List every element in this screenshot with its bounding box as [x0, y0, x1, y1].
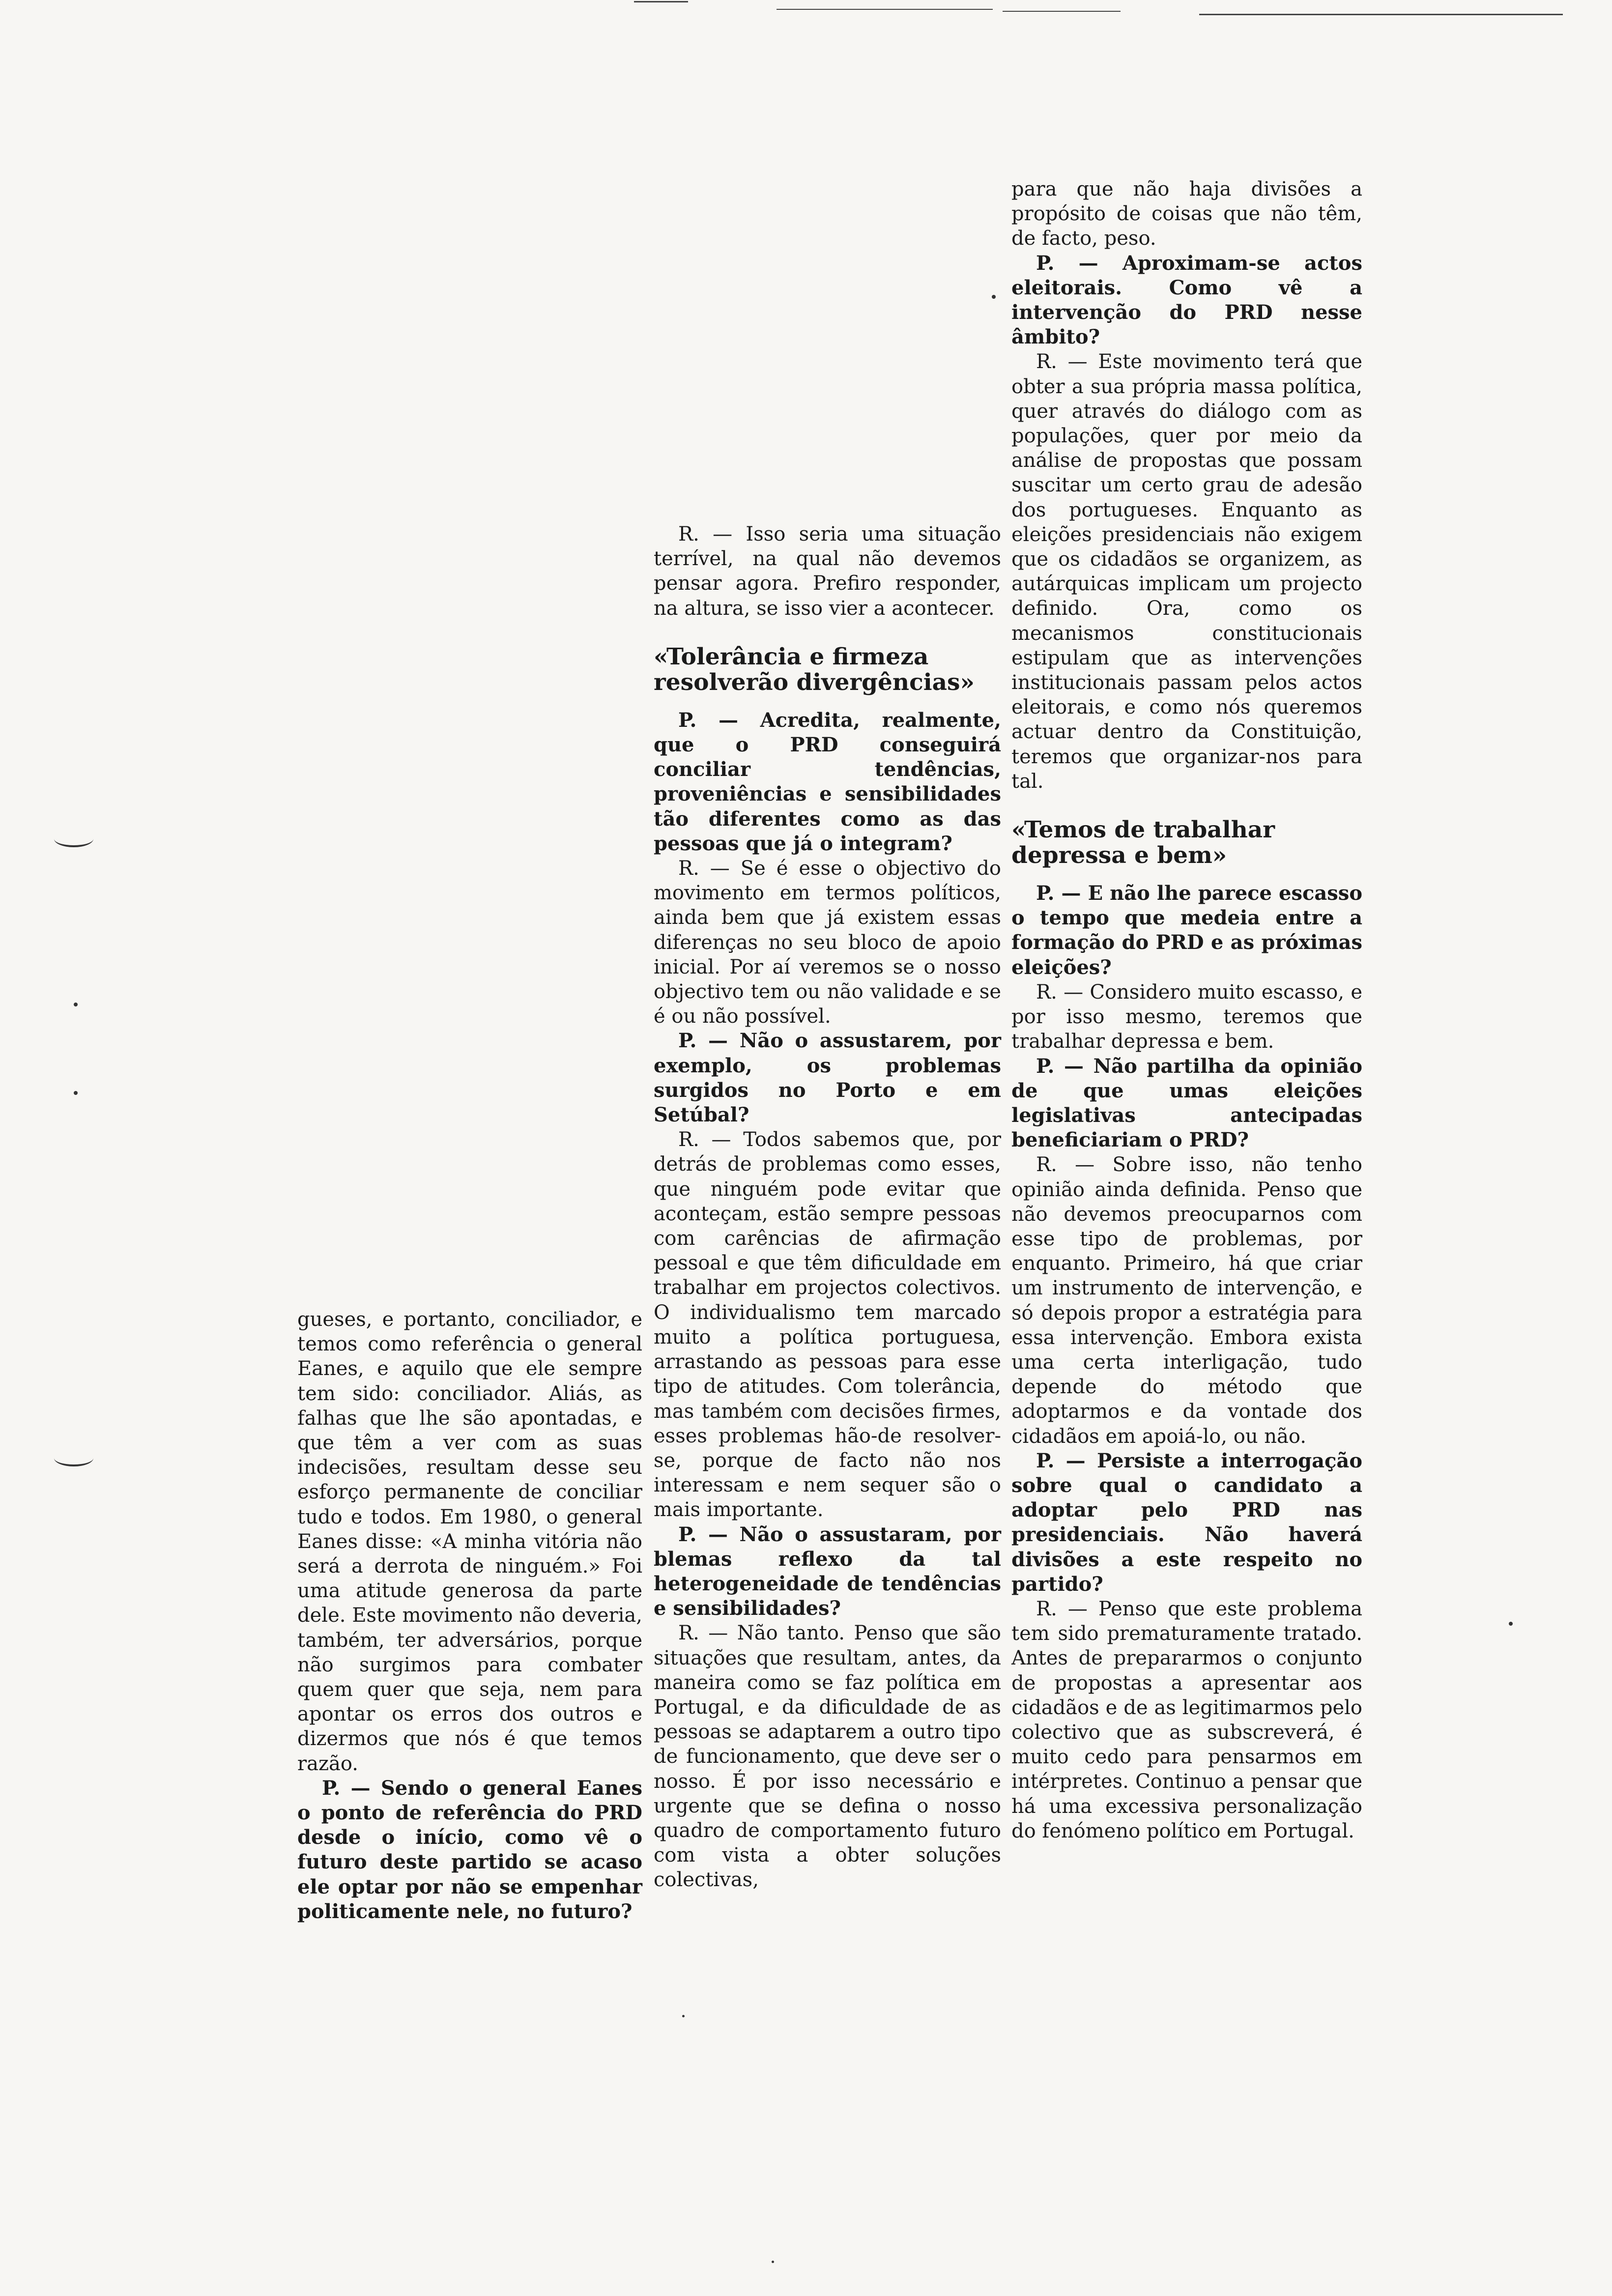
interview-answer: gueses, e portanto, conciliador, e temos como referência o general Eanes, e aquilo que ele sempre tem sido: conciliador. Aliás, as falhas que lhe são apontadas, e que têm a ver com as suas indecisões, resultam desse seu esforço permanente de conciliar tudo e todos. Em 1980, o general Eanes disse: «A minha vitória não será a derrota de ninguém.» Foi uma atitude generosa da parte dele. Este movimento não deveria, também, ter adversários, porque não surgimos para combater quem quer que seja, nem para apontar os erros dos outros e dizermos que nós é que temos razão. [297, 1308, 642, 1775]
heading-spacer [1011, 868, 1362, 881]
article-column-3 [1011, 177, 1362, 1843]
article-column-1 [297, 1307, 642, 1924]
interview-answer: R. — Todos sabemos que, por detrás de problemas como esses, que ninguém pode evitar que aconteçam, estão sempre pessoas com carências de afirmação pessoal e que têm dificuldade em trabalhar em projectos colectivos. O individualismo tem marcado muito a política portuguesa, arrastando as pessoas para esse tipo de atitudes. Com tolerância, mas também com decisões firmes, esses problemas hão-de resolver-se, porque de facto não nos interessam e nem sequer são o mais importante. [654, 1128, 1001, 1521]
interview-answer: R. — Não tanto. Penso que são situações que resultam, antes, da maneira como se faz política em Portugal, e da dificuldade de as pessoas se adaptarem a outro tipo de funcionamento, que deve ser o nosso. É por isso necessário e urgente que se defina o nosso quadro de comportamento futuro com vista a obter soluções colectivas, [654, 1622, 1001, 1892]
section-heading: «Tolerância e firmeza resolverão divergências» [654, 643, 975, 696]
margin-speck-6 [772, 2261, 774, 2263]
interview-answer: R. — Penso que este problema tem sido prematuramente tratado. Antes de prepararmos o conjunto de propostas a apresentar aos cidadãos e de as legitimarmos pelo colectivo que as subscreverá, é muito cedo para pensarmos em intérpretes. Continuo a pensar que há uma excessiva personalização do fenómeno político em Portugal. [1011, 1597, 1362, 1842]
interview-question: P. — Não partilha da opinião de que umas eleições legislativas antecipadas beneficiariam o PRD? [1011, 1054, 1362, 1152]
top-rule-1 [634, 1, 688, 2]
margin-speck-1 [74, 1003, 78, 1006]
interview-question: P. — Acredita, realmente, que o PRD conseguirá conciliar tendências, proveniências e sensibilidades tão diferentes como as das pessoas que já o integram? [654, 708, 1001, 855]
interview-answer: R. — Considero muito escasso, e por isso mesmo, teremos que trabalhar depressa e bem. [1011, 980, 1362, 1053]
margin-curve-mark-1 [54, 831, 93, 847]
section-gap [654, 621, 1001, 644]
margin-speck-3 [992, 295, 996, 299]
margin-curve-mark-2 [54, 1450, 93, 1466]
interview-answer: R. — Se é esse o objectivo do movimento em termos políticos, ainda bem que já existem essas diferenças no seu bloco de apoio inicial. Por aí veremos se o nosso objectivo tem ou não validade e se é ou não possível. [654, 857, 1001, 1028]
interview-answer: R. — Sobre isso, não tenho opinião ainda definida. Penso que não devemos preocuparnos com esse tipo de problemas, por enquanto. Primeiro, há que criar um instrumento de intervenção, e só depois propor a estratégia para essa intervenção. Embora exista uma certa interligação, tudo depende do método que adoptarmos e da vontade dos cidadãos em apoiá-lo, ou não. [1011, 1153, 1362, 1448]
section-gap [1011, 794, 1362, 817]
top-rule-3 [1003, 11, 1121, 12]
interview-question: P. — Aproximam-se actos eleitorais. Como vê a intervenção do PRD nesse âmbito? [1011, 251, 1362, 349]
article-column-2 [654, 522, 1001, 1893]
margin-speck-4 [1509, 1622, 1513, 1626]
section-heading: «Temos de trabalhar depressa e bem» [1011, 816, 1275, 869]
margin-speck-2 [74, 1091, 78, 1095]
top-rule-4 [1199, 14, 1563, 15]
interview-question: P. — E não lhe parece escasso o tempo que medeia entre a formação do PRD e as próximas eleições? [1011, 882, 1362, 979]
margin-speck-5 [682, 2015, 685, 2017]
interview-answer: R. — Isso seria uma situação terrível, na qual não devemos pensar agora. Prefiro responder, na altura, se isso vier a acontecer. [654, 523, 1001, 620]
continued-paragraph: para que não haja divisões a propósito de coisas que não têm, de facto, peso. [1011, 178, 1362, 250]
interview-question: P. — Não o assustarem, por exemplo, os problemas surgidos no Porto e em Setúbal? [654, 1029, 1001, 1127]
heading-spacer [654, 695, 1001, 708]
interview-question: P. — Sendo o general Eanes o ponto de referência do PRD desde o início, como vê o futuro deste partido se acaso ele optar por não se empenhar politicamente nele, no futuro? [297, 1776, 642, 1923]
interview-question: P. — Não o assustaram, por blemas reflexo da tal heterogeneidade de tendências e sensibilidades? [654, 1522, 1001, 1620]
interview-answer: R. — Este movimento terá que obter a sua própria massa política, quer através do diálogo com as populações, quer por meio da análise de propostas que possam suscitar um certo grau de adesão dos portugueses. Enquanto as eleições presidenciais não exigem que os cidadãos se organizem, as autárquicas implicam um projecto definido. Ora, como os mecanismos constitucionais estipulam que as intervenções institucionais passam pelos actos eleitorais, e como nós queremos actuar dentro da Constituição, teremos que organizar-nos para tal. [1011, 350, 1362, 793]
top-rule-2 [777, 9, 993, 10]
interview-question: P. — Persiste a interrogação sobre qual o candidato a adoptar pelo PRD nas presidenciais. Não haverá divisões a este respeito no partido? [1011, 1449, 1362, 1596]
